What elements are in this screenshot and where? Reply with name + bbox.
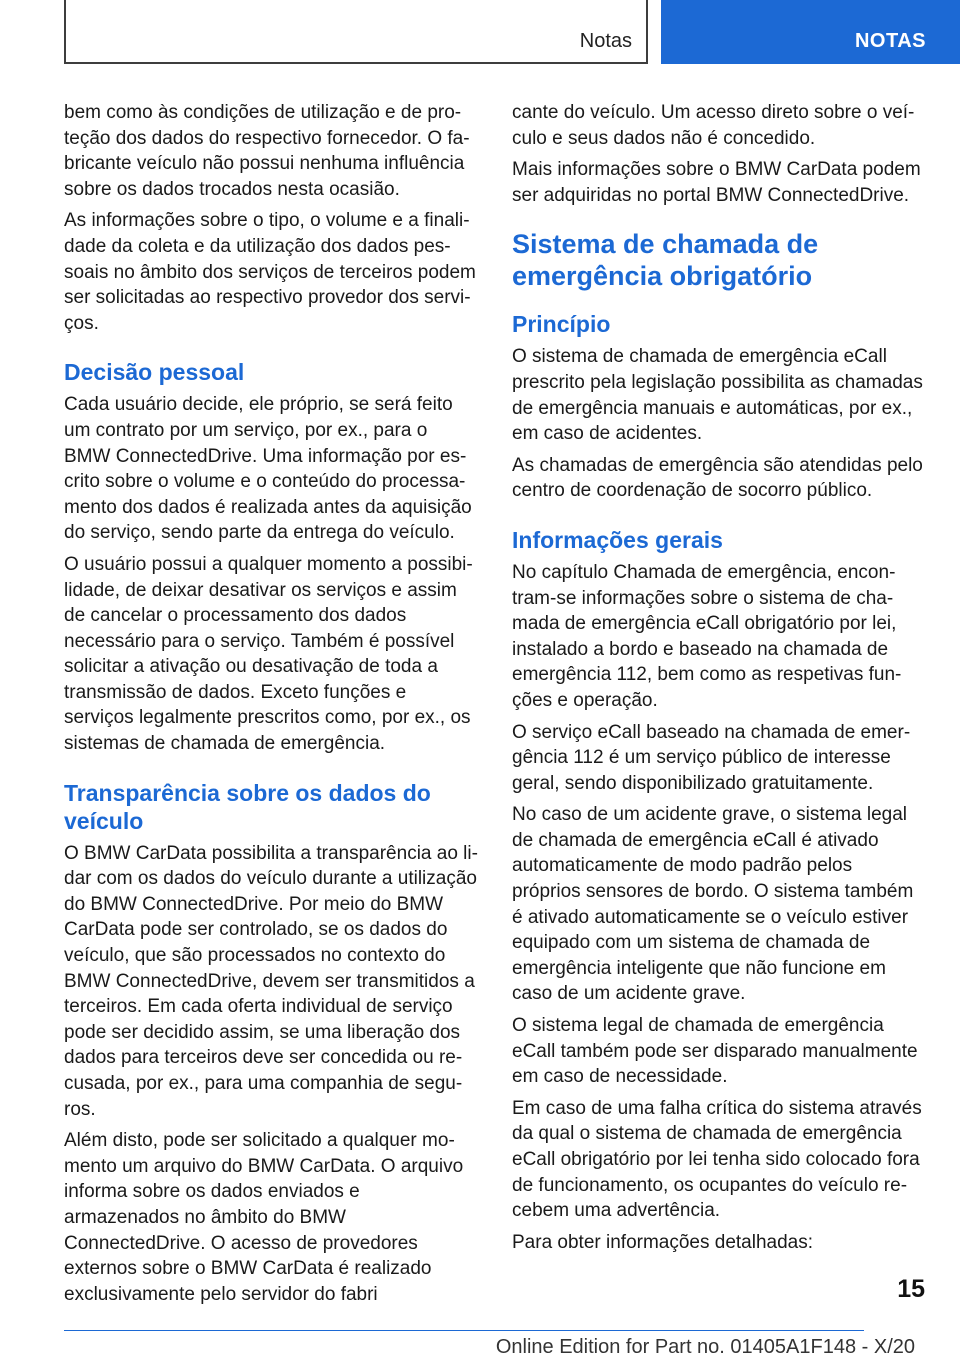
paragraph: As informações sobre o tipo, o volume e a finalidade da coleta e da utilização dos dados pessoais no âmbito dos serviços de terceiros podem ser solicitadas ao respectivo provedor dos serviços.	[64, 210, 476, 334]
header-chapter-label: NOTAS	[854, 30, 926, 52]
paragraph: No capítulo Chamada de emergência, encontram-se informações sobre o sistema de chamada de emergência eCall obrigatório por lei, instalado a bordo e baseado na chamada de emergência 112, bem como as respetivas funções e operação.	[512, 561, 902, 711]
paragraph: Em caso de uma falha crítica do sistema através da qual o sistema de chamada de emergência eCall obrigatório por lei tenha sido colocado fora de funcionamento, os ocupantes do veículo recebem uma advertência.	[512, 1097, 922, 1222]
paragraph: Mais informações sobre o BMW CarData podem ser adquiridas no portal BMW ConnectedDrive.	[512, 159, 921, 206]
paragraph: O serviço eCall baseado na chamada de emergência 112 é um serviço público de interesse geral, sendo disponibilizado gratuitamente.	[512, 721, 911, 794]
heading-principio: Princípio	[512, 311, 611, 338]
paragraph: Para obter informações detalhadas:	[512, 1231, 814, 1253]
paragraph: O sistema de chamada de emergência eCall prescrito pela legislação possibilita as chamadas de emergência manuais e automáticas, por ex., em caso de acidentes.	[512, 346, 923, 445]
heading-transparencia: Transparência sobre os dados do veículo	[64, 779, 431, 834]
paragraph: Cada usuário decide, ele próprio, se será feito um contrato por um serviço, por ex., para o BMW ConnectedDrive. Uma informação por escrito sobre o volume e o conteúdo do processamento dos dados é realizada antes da aquisição do serviço, sendo parte da entrega do veículo.	[64, 394, 472, 544]
paragraph: As chamadas de emergência são atendidas pelo centro de coordenação de socorro público.	[512, 454, 923, 502]
paragraph: O BMW CarData possibilita a transparência ao lidar com os dados do veículo durante a utilização do BMW ConnectedDrive. Por meio do BMW CarData pode ser controlado, se os dados do veículo, que são processados no contexto do BMW ConnectedDrive, devem ser transmitidos a terceiros. Em cada oferta individual de serviço pode ser decidido assim, se uma liberação dos dados para terceiros deve ser concedida ou recusada, por ex., para uma companhia de seguros.	[64, 842, 478, 1120]
page-number: 15	[897, 1275, 925, 1303]
paragraph: Além disto, pode ser solicitado a qualquer momento um arquivo do BMW CarData. O arquivo informa sobre os dados enviados e armazenados no âmbito do BMW ConnectedDrive. O acesso de provedores externos sobre o BMW CarData é realizado exclusivamente pelo servidor do fabri	[64, 1130, 464, 1305]
header-chapter-tab	[661, 0, 960, 64]
left-column	[64, 100, 478, 1313]
paragraph: O usuário possui a qualquer momento a possibilidade, de deixar desativar os serviços e assim de cancelar o processamento dos dados necessário para o serviço. Também é possível solicitar a ativação ou desativação de toda a transmissão de dados. Exceto funções e serviços legalmente prescritos como, por ex., os sistemas de chamada de emergência.	[64, 553, 473, 755]
paragraph: No caso de um acidente grave, o sistema legal de chamada de emergência eCall é ativado automaticamente de modo padrão pelos próprios sensores de bordo. O sistema também é ativado automaticamente se o veículo estiver equipado com um sistema de chamada de emergência inteligente que não funcione em caso de um acidente grave.	[512, 804, 914, 1005]
heading-decisao-pessoal: Decisão pessoal	[64, 359, 245, 386]
paragraph: bem como às condições de utilização e de proteção dos dados do respectivo fornecedor. O fabricante veículo não possui nenhuma influência sobre os dados trocados nesta ocasião.	[64, 102, 470, 200]
paragraph: O sistema legal de chamada de emergência eCall também pode ser disparado manualmente em caso de necessidade.	[512, 1015, 918, 1088]
heading-sistema-chamada: Sistema de chamada de emergência obrigatório	[512, 229, 819, 292]
footer-divider	[64, 1330, 864, 1331]
header-section-label: Notas	[579, 30, 632, 52]
paragraph: cante do veículo. Um acesso direto sobre o veículo e seus dados não é concedido.	[512, 102, 915, 149]
header-section-box	[64, 0, 648, 64]
heading-informacoes-gerais: Informações gerais	[512, 526, 723, 553]
footer-edition-text: Online Edition for Part no. 01405A1F148 - X/20	[495, 1336, 915, 1358]
right-column	[512, 100, 926, 1261]
